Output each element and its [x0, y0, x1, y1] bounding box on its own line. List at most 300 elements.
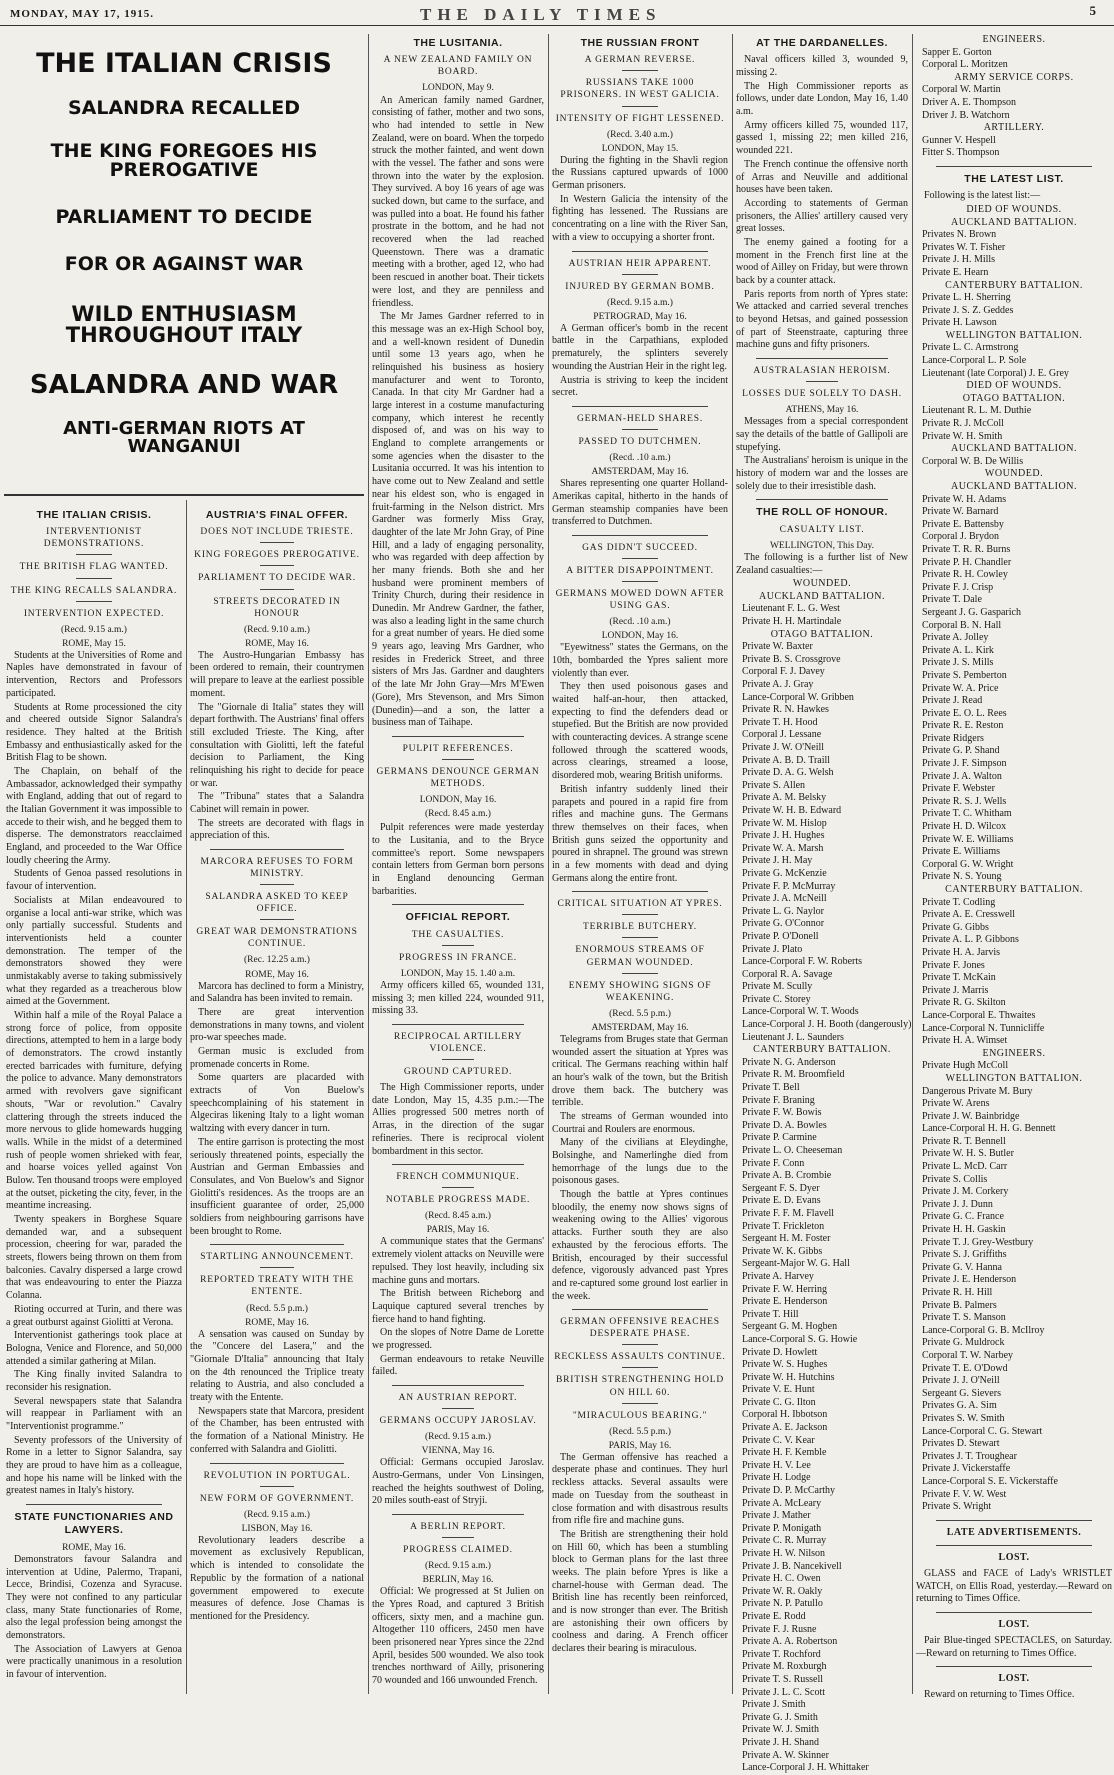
list-heading: CANTERBURY BATTALION.	[945, 884, 1083, 896]
paragraph: The Austro-Hungarian Embassy has been ordered to remain, their countrymen will prepare to leave at the earliest possible moment.	[190, 649, 364, 699]
dateline: LONDON, May 16.	[419, 795, 497, 806]
column-rule	[368, 34, 369, 1694]
list-item: Privates W. T. Fisher	[922, 241, 1006, 253]
list-item: Private F. Jones	[922, 959, 985, 971]
paragraph: They then used poisonous gases and waited half-an-hour, then attacked, expecting to find the defenders dead or stupefied. But the British are now provided with counteracting devices. A strange scene followed through the scattered woods, across clearings, streamed a loose, disordered mob, wearing British uniforms.	[552, 681, 728, 782]
paragraph: The Chaplain, on behalf of the Ambassador, acknowledged their sympathy with England, adding that out of regard to the Italian Government it was impossible to accede to their wish, and he begged them to disperse. The demonstrators reacclaimed England, and proceeded to the War Office loudly cheering the Army.	[6, 765, 182, 866]
list-item: Private Hugh McColl	[922, 1060, 1009, 1072]
divider	[936, 1666, 1092, 1667]
article-headline: GERMAN OFFENSIVE REACHES DESPERATE PHASE.	[560, 1317, 720, 1340]
divider	[622, 70, 658, 71]
subheading: BRITISH STRENGTHENING HOLD ON HILL 60.	[555, 1375, 725, 1398]
list-item: Corporal B. N. Hall	[922, 619, 1002, 631]
subheading: ENEMY SHOWING SIGNS OF WEAKENING.	[568, 980, 712, 1003]
lost-heading: LOST.	[998, 1552, 1030, 1564]
subheading: LOSSES DUE SOLELY TO DASH.	[742, 389, 902, 400]
paragraph: A communique states that the Germans' extremely violent attacks on Neuville were repulsed. They lost heavily, including six machine guns and mortars.	[372, 1236, 544, 1286]
column-austria	[190, 506, 364, 1696]
paragraph: Paris reports from north of Ypres state: We attacked and carried several trenches to beyond Hetsas, and gained possession of part of Steenstraate, capturing three machine guns and fifty prisoners.	[736, 288, 908, 351]
paragraph: During the fighting in the Shavli region the Russians captured upwards of 1000 German prisoners.	[552, 154, 728, 192]
paragraph: The Australians' heroism is unique in the history of modern war and the losses are solely due to their irresistible dash.	[736, 455, 908, 492]
list-item: Corporal F. J. Davey	[742, 666, 825, 678]
list-item: Lieutenant J. L. Saunders	[742, 1031, 844, 1043]
list-item: Private A. W. Skinner	[742, 1749, 829, 1761]
list-item: Private E. D. Evans	[742, 1195, 821, 1207]
list-item: Private J. L. C. Scott	[742, 1686, 826, 1698]
banner-headline-7: SALANDRA AND WAR	[29, 370, 339, 400]
list-item: Lieutenant (late Corporal) J. E. Grey	[922, 367, 1069, 379]
list-item: Private F. Braning	[742, 1094, 815, 1106]
paragraph: Twenty speakers in Borghese Square demanded war, and a subsequent procession, cheering for war, paraded the streets, flowers being thrown on them from balconies. Cavalry dispersed a large crowd that was endeavouring to enter the Piazza Colanna.	[6, 1214, 182, 1302]
paragraph: German music is excluded from promenade concerts in Rome.	[190, 1046, 364, 1070]
list-item: Private H. H. Gaskin	[922, 1224, 1006, 1236]
article-headline: GERMAN-HELD SHARES.	[576, 413, 704, 424]
list-item: Private G. V. Hanna	[922, 1261, 1002, 1273]
list-item: Private B. S. Crossgrove	[742, 653, 841, 665]
list-item: Privates J. T. Troughear	[922, 1450, 1017, 1462]
subheading: PROGRESS IN FRANCE.	[399, 952, 517, 963]
list-heading: DIED OF WOUNDS.	[966, 380, 1062, 392]
list-item: Lance-Corporal W. Gribben	[742, 691, 854, 703]
list-heading: AUCKLAND BATTALION.	[951, 443, 1077, 455]
list-item: Private W. J. Smith	[742, 1724, 819, 1736]
list-item: Private T. Dale	[922, 594, 982, 606]
list-item: Private L. C. Armstrong	[922, 342, 1019, 354]
list-item: Private A. Harvey	[742, 1270, 814, 1282]
list-item: Sergeant G. Sievers	[922, 1387, 1001, 1399]
article-headline: STATE FUNCTIONARIES AND LAWYERS.	[14, 1511, 174, 1537]
list-heading: ENGINEERS.	[982, 34, 1046, 45]
list-item: Corporal R. A. Savage	[742, 968, 833, 980]
list-item: Private J. H. May	[742, 855, 813, 867]
divider	[442, 1408, 474, 1409]
received-time: (Recd. 5.5 p.m.)	[609, 1008, 671, 1019]
list-item: Private E. Williams	[922, 846, 1001, 858]
subheading: STREETS DECORATED IN HONOUR	[213, 596, 341, 619]
paragraph: The German offensive has reached a desperate phase and continues. They hurl reckless attacks. Several assaults were made on Tuesday from the southeast in close formation and with disastrous results from rifle fire and machine guns.	[552, 1451, 728, 1527]
list-item: Private S. Collis	[922, 1173, 988, 1185]
list-item: Lance-Corporal N. Tunnicliffe	[922, 1022, 1045, 1034]
divider	[442, 1537, 474, 1538]
paragraph: Interventionist gatherings took place at Bologna, Venice and Florence, and 50,000 attended a similar gathering at Milan.	[6, 1330, 182, 1367]
list-item: Private R. M. Broomfield	[742, 1069, 845, 1081]
list-item: Private N. G. Anderson	[742, 1056, 836, 1068]
subheading: GERMANS OCCUPY JAROSLAV.	[379, 1416, 537, 1427]
list-item: Private J. J. O'Neill	[922, 1375, 1000, 1387]
dateline: ROME, May 16.	[245, 638, 309, 649]
list-item: Lance-Corporal W. T. Woods	[742, 1006, 859, 1018]
paragraph: Following is the latest list:—	[924, 190, 1041, 202]
list-item: Private J. B. Nancekivell	[742, 1560, 842, 1572]
list-item: Private C. V. Kear	[742, 1434, 815, 1446]
divider	[260, 884, 294, 885]
banner-headline-3: THE KING FOREGOES HIS PREROGATIVE	[50, 140, 318, 181]
paragraph: Students of Genoa passed resolutions in favour of intervention.	[6, 868, 182, 893]
list-item: Private W. A. Price	[922, 682, 999, 694]
subheading: CASUALTY LIST.	[779, 524, 865, 535]
list-heading: DIED OF WOUNDS.	[966, 203, 1062, 215]
list-item: Private S. Pemberton	[922, 669, 1007, 681]
column-italian-crisis	[6, 506, 182, 1696]
list-item: Private R. T. Bennell	[922, 1135, 1006, 1147]
list-item: Private R. S. J. Wells	[922, 795, 1007, 807]
paragraph: The following is a further list of New Zealand casualties:—	[736, 551, 908, 576]
list-item: Private A. B. D. Traill	[742, 754, 831, 766]
list-item: Private H. Lawson	[922, 317, 997, 329]
subheading: INTENSITY OF FIGHT LESSENED.	[555, 113, 725, 124]
list-item: Private J. J. Dunn	[922, 1198, 993, 1210]
list-item: Lance-Corporal G. B. McIlroy	[922, 1324, 1045, 1336]
divider	[622, 429, 658, 430]
article-headline: PULPIT REFERENCES.	[402, 743, 514, 754]
list-item: Private A. Jolley	[922, 632, 989, 644]
received-time: (Recd. 9.15 a.m.)	[425, 1432, 491, 1443]
paragraph: Newspapers state that Marcora, president of the Chamber, has been entrusted with the formation of a National Ministry. He conferred with Salandra and Giolitti.	[190, 1405, 364, 1455]
list-item: Private E. O. L. Rees	[922, 707, 1007, 719]
paragraph: The "Tribuna" states that a Salandra Cabinet will remain in power.	[190, 791, 364, 816]
divider	[622, 1367, 658, 1368]
list-item: Private W. Barnard	[922, 506, 999, 518]
list-item: Private W. M. Hislop	[742, 817, 827, 829]
list-item: Private F. Webster	[922, 783, 995, 795]
list-item: Private J. W. Bainbridge	[922, 1110, 1020, 1122]
article-headline: AUSTRIA'S FINAL OFFER.	[205, 509, 349, 521]
list-item: Private F. J. Rusne	[742, 1623, 817, 1635]
list-item: Private W. A. Marsh	[742, 842, 824, 854]
article-headline: AUSTRIAN HEIR APPARENT.	[568, 258, 712, 269]
subheading: PARLIAMENT TO DECIDE WAR.	[198, 573, 356, 584]
article-headline: STARTLING ANNOUNCEMENT.	[200, 1252, 354, 1263]
list-item: Private J. Mather	[742, 1510, 811, 1522]
paragraph: Telegrams from Bruges state that German wounded assert the situation at Ypres was critical. The Germans reaching within half an hour's walk of the town, but the British drove them back. The butchery was terrible.	[552, 1033, 728, 1109]
paragraph: Pulpit references were made yesterday to the Lusitania, and to the Bryce committee's report. Some newspapers contain letters from German born persons in England denouncing German barbarities.	[372, 822, 544, 897]
article-headline: AUSTRALASIAN HEROISM.	[753, 366, 891, 377]
paragraph: "Eyewitness" states the Germans, on the 10th, bombarded the Ypres salient more violently than ever.	[552, 642, 728, 679]
divider	[76, 578, 112, 579]
list-item: Private J. H. Mills	[922, 254, 996, 266]
paragraph: On the slopes of Notre Dame de Lorette we progressed.	[372, 1327, 544, 1351]
received-time: (Recd. .10 a.m.)	[609, 617, 671, 628]
list-item: Private F. F. M. Flavell	[742, 1207, 835, 1219]
list-item: Lance-Corporal F. W. Roberts	[742, 956, 863, 968]
front-banner	[4, 34, 364, 496]
list-item: Private N. P. Patullo	[742, 1598, 823, 1610]
paragraph: Shares representing one quarter Holland-Amerikas capital, hitherto in the hands of German steamship companies have been transferred to Dutchmen.	[552, 478, 728, 528]
list-item: Private W. E. Williams	[922, 833, 1014, 845]
list-item: Private W. Arens	[922, 1098, 990, 1110]
list-item: Sergeant J. G. Gasparich	[922, 606, 1021, 618]
paragraph: A sensation was caused on Sunday by the "Concere del Lasera," and the "Giornale D'Italia" announcing that Italy on the 4th renounced the Triplice treaty relating to Austria, and also concluded a treaty with the Entente.	[190, 1328, 364, 1404]
list-item: Private A. McLeary	[742, 1497, 822, 1509]
list-item: Private A. E. Cresswell	[922, 909, 1016, 921]
received-time: (Rec. 12.25 a.m.)	[244, 955, 310, 966]
divider	[572, 891, 708, 892]
list-item: Lieutenant R. L. M. Duthie	[922, 405, 1032, 417]
list-item: Private R. J. McColl	[922, 418, 1004, 430]
divider	[210, 1463, 344, 1464]
dateline: LONDON, May 15.	[601, 143, 679, 154]
banner-headline-5: FOR OR AGAINST WAR	[64, 253, 304, 275]
paragraph: Students at the Universities of Rome and Naples have demonstrated in favour of intervention, Rectors and Professors participated.	[6, 649, 182, 699]
dateline: LONDON, May 15. 1.40 a.m.	[400, 968, 516, 979]
list-item: Private W. R. Oakly	[742, 1585, 823, 1597]
list-item: Lance-Corporal S. G. Howie	[742, 1333, 858, 1345]
article-headline: CRITICAL SITUATION AT YPRES.	[557, 899, 723, 910]
list-item: Private W. H. S. Butler	[922, 1148, 1014, 1160]
list-item: Private F. Conn	[742, 1157, 805, 1169]
divider	[392, 904, 524, 905]
list-item: Private D. P. McCarthy	[742, 1485, 836, 1497]
divider	[392, 736, 524, 737]
list-item: Private T. Bell	[742, 1082, 800, 1094]
paragraph: Messages from a special correspondent say the details of the battle of Gallipoli are stupefying.	[736, 416, 908, 453]
list-item: Private N. S. Young	[922, 871, 1002, 883]
paragraph: The French continue the offensive north of Arras and Neuville and additional houses have been taken.	[736, 158, 908, 196]
dateline: LONDON, May 16.	[601, 631, 679, 642]
column-rule	[912, 34, 913, 1694]
list-item: Private P. Monigath	[742, 1522, 822, 1534]
list-item: Private J. Read	[922, 695, 983, 707]
list-item: Private D. Howlett	[742, 1346, 818, 1358]
dateline: LONDON, May 9.	[422, 83, 494, 94]
paragraph: The entire garrison is protecting the most seriously threatened points, especially the Austrian and German Embassies and Consulates, and Von Buelow's and Signor Giolitti's residences. As the troops are an insufficient guarantee of order, 25,000 soldiers from neighbouring garrisons have been brought to Rome.	[190, 1136, 364, 1237]
list-item: Private J. Vickerstaffe	[922, 1463, 1011, 1475]
list-item: Private F. W. Herring	[742, 1283, 828, 1295]
article-headline: AT THE DARDANELLES.	[756, 37, 888, 49]
list-item: Private J. Plato	[742, 943, 803, 955]
list-item: Lieutenant F. L. G. West	[742, 603, 840, 615]
list-item: Private G. P. Shand	[922, 745, 1000, 757]
divider	[392, 1514, 524, 1515]
paragraph: According to statements of German prisoners, the Allies' artillery caused very great losses.	[736, 197, 908, 235]
list-item: Corporal W. Martin	[922, 84, 1001, 96]
divider	[392, 1385, 524, 1386]
list-item: Private R. H. Cowley	[922, 569, 1008, 581]
paragraph: Official: We progressed at St Julien on the Ypres Road, and captured 3 British officers, sixty men, and a machine gun. Altogether 110 officers, 2450 men have been prisonered near Ypres since the 22nd April, besides 500 wounded. We also took trenches northward of Ailly, prisonering 70 wounded and 166 unwounded French.	[372, 1586, 544, 1687]
divider	[622, 973, 658, 974]
divider	[572, 251, 708, 252]
subheading: INTERVENTION EXPECTED.	[23, 608, 165, 619]
list-item: Private J. E. Henderson	[922, 1274, 1017, 1286]
casualty-list	[916, 34, 1112, 160]
list-item: Private T. E. O'Dowd	[922, 1362, 1008, 1374]
paragraph: Though the battle at Ypres continues bloodily, the enemy now shows signs of weakening owing to the Allies' vigorous attacks. Further south they are also exhausted by the ferocious efforts. The British, encouraged by their successful defence, vigorously advanced past Ypres and re-captured some ground lost earlier in the week.	[552, 1189, 728, 1302]
list-item: Private W. K. Gibbs	[742, 1245, 823, 1257]
column-rule	[732, 34, 733, 1694]
divider	[260, 542, 294, 543]
divider	[936, 1545, 1092, 1546]
received-time: (Recd. 9.15 a.m.)	[244, 1509, 310, 1520]
list-item: Private J. H. Hughes	[742, 830, 825, 842]
list-item: Private C. Storey	[742, 993, 811, 1005]
list-item: Private J. W. O'Neill	[742, 742, 825, 753]
list-item: Private T. Hill	[742, 1308, 799, 1320]
received-time: (Recd. 9.15 a.m.)	[425, 1561, 491, 1572]
list-item: Private H. W. Nilson	[742, 1548, 826, 1559]
list-item: Private T. S. Manson	[922, 1312, 1006, 1324]
page-number: 5	[1089, 3, 1096, 18]
article-headline: A BERLIN REPORT.	[410, 1522, 506, 1533]
subheading: THE KING RECALLS SALANDRA.	[10, 585, 178, 596]
paragraph: Austria is striving to keep the incident secret.	[552, 374, 728, 399]
banner-headline-1: THE ITALIAN CRISIS	[36, 48, 332, 79]
list-item: Private G. C. France	[922, 1211, 1004, 1223]
paragraph: British infantry suddenly lined their parapets and poured in a rapid fire from rifles and machine guns. The Germans threw themselves on their faces, when British guns seized the opportunity and poured in shrapnel. The ground was strewn in a few moments with dead and dying Germans along the entire front.	[552, 783, 728, 884]
list-item: Private Ridgers	[922, 732, 984, 744]
divider	[260, 589, 294, 590]
list-item: Private W. H. B. Edward	[742, 804, 842, 816]
list-item: Private A. M. Belsky	[742, 792, 827, 804]
divider	[622, 937, 658, 938]
list-item: Private G. Gibbs	[922, 921, 989, 933]
article-headline: MARCORA REFUSES TO FORM MINISTRY.	[200, 857, 354, 880]
list-item: Private A. A. Robertson	[742, 1636, 838, 1648]
divider	[936, 166, 1092, 167]
dateline: LISBON, May 16.	[241, 1523, 313, 1534]
article-headline: THE RUSSIAN FRONT	[580, 37, 700, 49]
list-heading: ENGINEERS.	[982, 1047, 1046, 1059]
list-item: Corporal H. Ibbotson	[742, 1409, 828, 1421]
list-item: Private A. L. P. Gibbons	[922, 934, 1019, 946]
subheading: PASSED TO DUTCHMEN.	[578, 436, 702, 447]
list-item: Private W. Baxter	[742, 641, 813, 653]
divider	[442, 1059, 474, 1060]
paragraph: Some quarters are placarded with extracts of Von Buelow's speechcomplaining of his statement in Algeciras likening Italy to a light woman waltzing with every dancer in turn.	[190, 1072, 364, 1135]
banner-headline-6: WILD ENTHUSIASM THROUGHOUT ITALY	[65, 302, 303, 347]
list-item: Private G. J. Smith	[742, 1711, 818, 1723]
list-item: Private L. H. Sherring	[922, 292, 1011, 304]
list-item: Private J. A. Walton	[922, 770, 1002, 782]
paragraph: The enemy gained a footing for a moment in the French first line at the wood of Ailley on Friday, but were thrown back by a counter attack.	[736, 236, 908, 287]
list-item: Private A. J. Gray	[742, 679, 814, 691]
list-heading: WOUNDED.	[984, 468, 1044, 480]
list-heading: WELLINGTON BATTALION.	[945, 1072, 1083, 1084]
paragraph: The British are strengthening their hold on Hill 60, which has been a stumbling block to German plans for the last three weeks. The plain before Ypres is like a charnel-house with German dead. The British line has recently been reinforced, and is now stronger than ever. The British are astonishing their own officers by coolness and daring. A French officer declares their bearing is miraculous.	[552, 1528, 728, 1655]
paragraph: The Association of Lawyers at Genoa were practically unanimous in a resolution in favour of intervention.	[6, 1643, 182, 1681]
paragraph: Several newspapers state that Salandra will reappear in Parliament with an "Interventionist programme."	[6, 1395, 182, 1433]
divider	[572, 535, 708, 536]
dateline: BERLIN, May 16.	[422, 1575, 494, 1586]
subheading: TERRIBLE BUTCHERY.	[583, 922, 697, 933]
paragraph: Marcora has declined to form a Ministry, and Salandra has been invited to remain.	[190, 980, 364, 1005]
list-item: Private W. S. Hughes	[742, 1359, 828, 1371]
list-item: Lance-Corporal J. H. Booth (dangerously)	[742, 1019, 912, 1031]
divider	[756, 499, 888, 500]
subheading: REPORTED TREATY WITH THE ENTENTE.	[200, 1275, 354, 1298]
paragraph: The "Giornale di Italia" states they will depart forthwith. The Austrians' final offers still excluded Trieste. The King, after consultation with Giolitti, left the fateful decision to Parliament, the King relinquishing his right to decide for peace or war.	[190, 701, 364, 789]
list-item: Private J. H. Shand	[742, 1736, 819, 1748]
dateline: ROME, May 15.	[62, 638, 126, 649]
divider	[76, 601, 112, 602]
list-item: Private E. Hearn	[922, 266, 989, 278]
column-latest-list	[916, 34, 1112, 1700]
paragraph: The High Commissioner reports, under date London, May 15, 4.35 p.m.:—The Allies progressed 500 metres north of Arras, in the direction of the sugar refineries. There is reciprocal violent bombardment in this sector.	[372, 1082, 544, 1157]
article-headline: THE ROLL OF HONOUR.	[756, 506, 888, 519]
subheading: RECKLESS ASSAULTS CONTINUE.	[554, 1352, 726, 1363]
paragraph: An American family named Gardner, consisting of father, mother and two sons, who had intended to settle in New Zealand, were on board. When the torpedo struck the mother fainted, and went down with the vessel. The father and sons were thrown into the water by the explosion. They survived. A boy 16 years of age was sucked down, but came to the surface, and was pulled into a boat. He found his father prostrate in the bottom, and he had not recovered when the lad reached Queenstown. There was a dramatic meeting with a brother, aged 12, who had been rescued in another boat. Their tickets were lost, and they are penniless and friendless.	[372, 94, 544, 309]
subheading: ENORMOUS STREAMS OF GERMAN WOUNDED.	[575, 945, 705, 968]
divider	[442, 945, 474, 946]
list-item: Corporal G. W. Wright	[922, 858, 1014, 870]
subheading: NEW FORM OF GOVERNMENT.	[199, 1493, 355, 1504]
list-item: Private D. A. G. Welsh	[742, 767, 834, 779]
list-item: Private S. Wright	[922, 1501, 992, 1513]
issue-date: MONDAY, MAY 17, 1915.	[10, 8, 155, 20]
list-item: Private C. R. Murray	[742, 1535, 827, 1547]
subheading: THE CASUALTIES.	[411, 929, 505, 940]
column-lusitania	[372, 34, 544, 1694]
paragraph: Socialists at Milan endeavoured to organise a local anti-war strike, which was only partially successful. Students and interventionists held a counter demonstration. The temper of the demonstrators showed they were unmistakably averse to taking submissively what they regarded as a treacherous blow aimed at the Government.	[6, 894, 182, 1008]
divider	[622, 914, 658, 915]
list-heading: OTAGO BATTALION.	[962, 392, 1066, 404]
list-item: Private G. McKenzie	[742, 867, 827, 879]
list-item: Private W. H. Adams	[922, 493, 1007, 505]
divider	[442, 1187, 474, 1188]
subheading: INJURED BY GERMAN BOMB.	[565, 281, 715, 292]
paragraph: Seventy professors of the University of Rome in a letter to Signor Salandra, say they are proud to have him as a colleague, and hope his name will be linked with the greatest names in Italy's history.	[6, 1434, 182, 1497]
paragraph: The Mr James Gardner referred to in this message was an ex-High School boy, and a well-known resident of Dunedin until some 13 years ago, when he relinquished his business as hosiery manufacturer and went to Toronto, Canada. In that city Mr Gardner had a large interest in a costume manufacturing company, which interest he recently disposed of, and was on his way to England to complete arrangements or some agencies when the disaster to the Lusitania occurred. It was his intention to have come out to New Zealand and settle near his eldest son, who is engaged in fruit-farming in the Nelson district. Mrs Gardner was formerly Miss Gray, daughter of the late Mr John Gray, of Pine Hill, and a lady of engaging personality, who was regarded with deep affection by her many friends. Both she and her husband were prominent members of Trinity Church, during their residence in Dunedin. Mr Andrew Gardner, the father, was also a leading light in the same church for a great number of years. He died some 9 years ago, leaving Mrs Gardner, who resides in Frederick Street, and three sisters of Mrs Jas. Gardner and daughters of the late Mr John Gray—Mrs M'Ewen (Gore), Mrs Stevenson, and Mrs Simon (Dunedin)—and a son, the latter a business man of Taihape.	[372, 311, 544, 729]
received-time: (Recd. 9.15 a.m.)	[607, 297, 673, 308]
subheading: DOES NOT INCLUDE TRIESTE.	[200, 527, 354, 538]
paragraph: The King finally invited Salandra to reconsider his resignation.	[6, 1369, 182, 1393]
list-item: Sergeant F. S. Dyer	[742, 1182, 820, 1194]
newspaper-title: THE DAILY TIMES	[420, 5, 662, 24]
article-headline: THE ITALIAN CRISIS.	[36, 509, 152, 521]
subheading: PROGRESS CLAIMED.	[403, 1545, 513, 1556]
divider	[260, 1267, 294, 1268]
list-item: Private A. L. Kirk	[922, 644, 994, 656]
subheading: INTERVENTIONIST DEMONSTRATIONS.	[43, 527, 145, 550]
divider	[936, 1612, 1092, 1613]
list-item: Private H. V. Lee	[742, 1459, 811, 1471]
list-item: Private R. N. Hawkes	[742, 704, 829, 716]
subheading: GREAT WAR DEMONSTRATIONS CONTINUE.	[196, 927, 358, 950]
advert-text: Pair Blue-tinged SPECTACLES, on Saturday.—Reward on returning to Times Office.	[916, 1634, 1112, 1659]
casualty-list	[736, 578, 912, 1774]
divider	[622, 106, 658, 107]
list-item: Private T. Frickleton	[742, 1220, 825, 1232]
column-rule	[186, 500, 187, 1694]
dateline: AMSTERDAM, May 16.	[591, 1022, 689, 1033]
paragraph: Demonstrators favour Salandra and intervention at Udine, Palermo, Trapani, Lecce, Brindisi, Cozenza and Syracuse. They were not confined to any particular class, many State functionaries of Rome, also the legal profession being amongst the demonstrators.	[6, 1553, 182, 1641]
subheading: GROUND CAPTURED.	[403, 1067, 513, 1078]
list-item: Private T. H. Hood	[742, 716, 818, 728]
list-item: Driver J. B. Watchorn	[922, 109, 1010, 121]
list-item: Private V. E. Hunt	[742, 1384, 815, 1396]
list-item: Private R. G. Skilton	[922, 997, 1006, 1009]
list-item: Private H. A. Wimset	[922, 1035, 1008, 1047]
dateline: PARIS, May 16.	[426, 1225, 490, 1236]
article-headline: THE LATEST LIST.	[964, 172, 1064, 185]
article-headline: GAS DIDN'T SUCCEED.	[582, 542, 698, 553]
paragraph: Students at Rome processioned the city and cheered outside Signor Salandra's residence. They halted at the British Embassy and enthusiastically asked for the British Flag to be shown.	[6, 701, 182, 764]
article-headline: REVOLUTION IN PORTUGAL.	[203, 1470, 351, 1481]
list-item: Lance-Corporal C. G. Stewart	[922, 1425, 1043, 1437]
list-item: Private H. C. Owen	[742, 1573, 821, 1585]
paragraph: The High Commissioner reports as follows, under date London, May 16, 1.40 a.m.	[736, 80, 908, 118]
subheading: A BITTER DISAPPOINTMENT.	[566, 565, 714, 576]
divider	[756, 358, 888, 359]
list-item: Lance-Corporal E. Thwaites	[922, 1009, 1036, 1021]
casualty-list	[916, 204, 1112, 1514]
divider	[76, 554, 112, 555]
article-headline: OFFICIAL REPORT.	[405, 911, 511, 924]
divider	[210, 1244, 344, 1245]
subheading: NOTABLE PROGRESS MADE.	[385, 1195, 531, 1206]
lost-heading: LOST.	[998, 1673, 1030, 1685]
dateline: PETROGRAD, May 16.	[593, 311, 687, 322]
received-time: (Recd. 8.45 a.m.)	[425, 1211, 491, 1222]
